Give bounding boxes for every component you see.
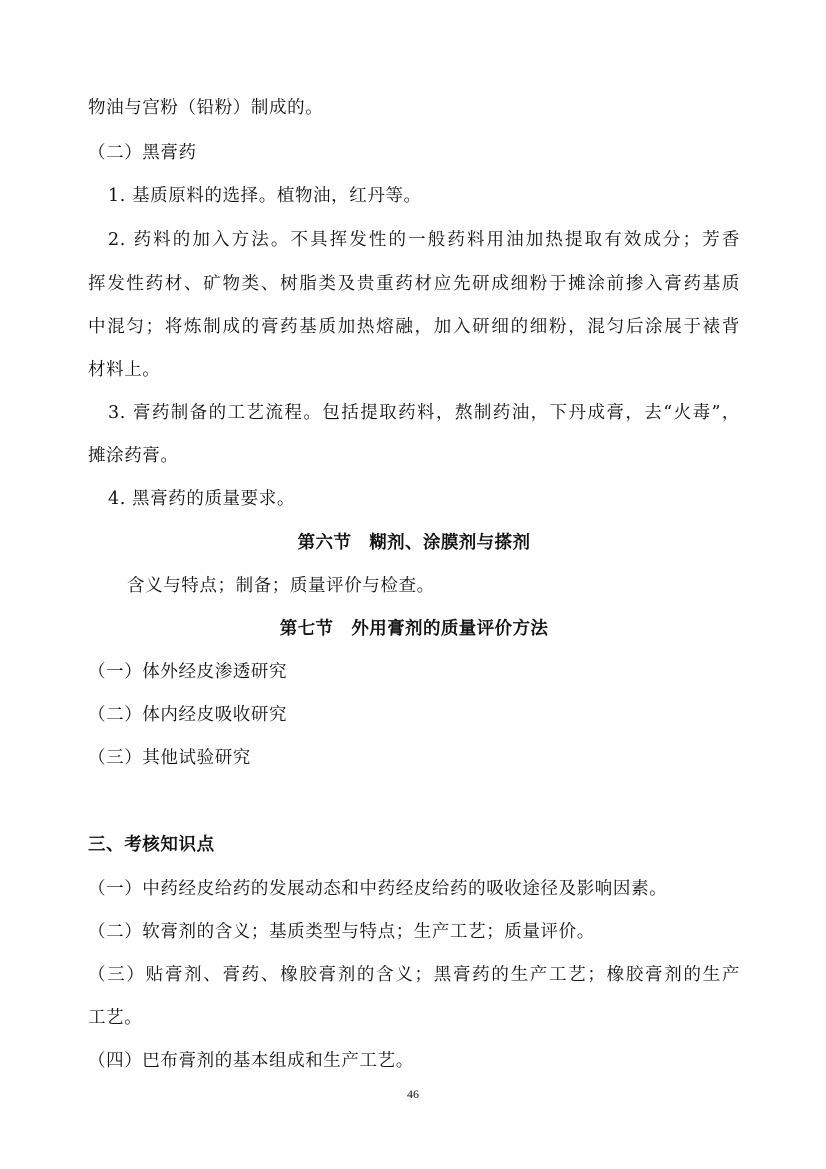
list-item: 3. 膏药制备的工艺流程。包括提取药料，熬制药油，下丹成膏，去“火毒”， <box>108 403 740 423</box>
list-item: （一）体外经皮渗透研究 <box>88 662 288 682</box>
text-line: 摊涂药膏。 <box>88 446 179 466</box>
text-line: 含义与特点；制备；质量评价与检查。 <box>127 576 435 596</box>
text-line: 中混匀；将炼制成的膏药基质加热熔融，加入研细的细粉，混匀后涂展于裱背 <box>88 317 740 337</box>
list-item: （四）巴布膏剂的基本组成和生产工艺。 <box>88 1051 414 1071</box>
list-item: 1. 基质原料的选择。植物油，红丹等。 <box>108 186 422 206</box>
list-item: 2. 药料的加入方法。不具挥发性的一般药料用油加热提取有效成分；芳香 <box>108 230 740 250</box>
section-heading: 第七节 外用膏剂的质量评价方法 <box>279 619 549 639</box>
list-item: （三）其他试验研究 <box>88 748 251 768</box>
text-line: 工艺。 <box>88 1008 143 1028</box>
text-line: 材料上。 <box>88 360 161 380</box>
list-item: （二）体内经皮吸收研究 <box>88 705 288 725</box>
text-line: 挥发性药材、矿物类、树脂类及贵重药材应先研成细粉于摊涂前掺入膏药基质 <box>88 274 740 294</box>
chapter-heading: 三、考核知识点 <box>88 835 215 855</box>
page-number: 46 <box>407 1087 419 1101</box>
list-item: （三）贴膏剂、膏药、橡胶膏剂的含义；黑膏药的生产工艺；橡胶膏剂的生产 <box>88 965 740 985</box>
list-item: 4. 黑膏药的质量要求。 <box>108 489 295 509</box>
section-heading: 第六节 糊剂、涂膜剂与搽剂 <box>297 533 531 553</box>
list-item: （二）软膏剂的含义；基质类型与特点；生产工艺；质量评价。 <box>88 922 595 942</box>
text-line: 物油与宫粉（铅粉）制成的。 <box>88 98 324 118</box>
subsection-heading: （二）黑膏药 <box>88 143 197 163</box>
list-item: （一）中药经皮给药的发展动态和中药经皮给药的吸收途径及影响因素。 <box>88 879 668 899</box>
